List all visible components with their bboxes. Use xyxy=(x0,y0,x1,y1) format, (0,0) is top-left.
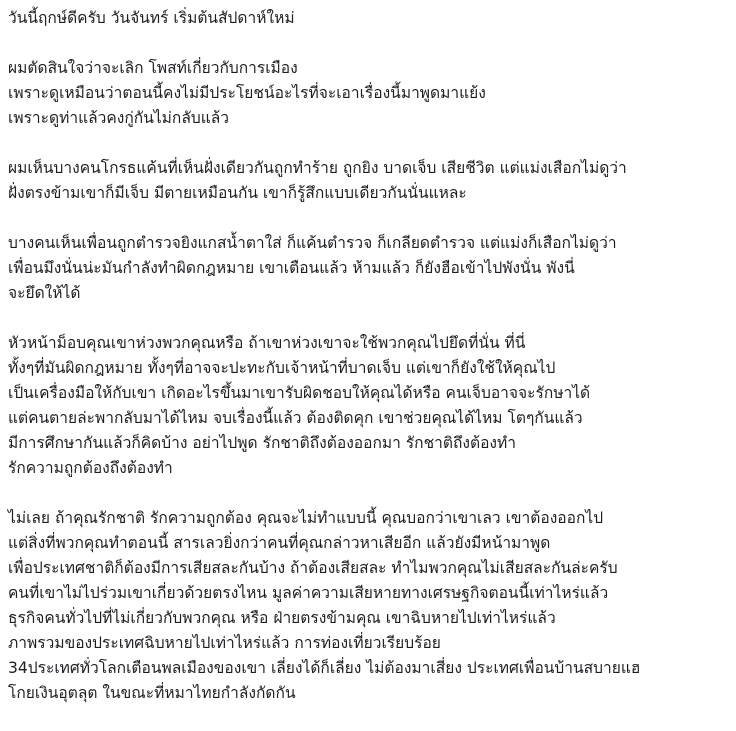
paragraph-6 xyxy=(8,506,736,706)
post-line: เพราะดูท่าแล้วคงกู่กันไม่กลับแล้ว xyxy=(8,109,230,127)
paragraph-4 xyxy=(8,231,736,306)
post-line: หัวหน้าม็อบคุณเขาห่วงพวกคุณหรือ ถ้าเขาห่วงเขาจะใช้พวกคุณไปยึดที่นั่น ที่นี่ xyxy=(8,334,526,352)
post-line: บางคนเห็นเพื่อนถูกตำรวจยิงแกสน้ำตาใส่ ก็แค้นตำรวจ ก็เกลียดตำรวจ แต่แม่งก็เสือกไม่ดูว่า xyxy=(8,234,617,252)
post-line: ภาพรวมของประเทศฉิบหายไปเท่าไหร่แล้ว การท่องเที่ยวเรียบร้อย xyxy=(8,634,441,652)
paragraph-3 xyxy=(8,156,736,206)
post-line: รักความถูกต้องถึงต้องทำ xyxy=(8,459,173,477)
post-line: 34ประเทศทั่วโลกเตือนพลเมืองของเขา เลี่ยงได้ก็เลี่ยง ไม่ต้องมาเสี่ยง ประเทศเพื่อนบ้านสบายแฮ xyxy=(8,659,641,677)
paragraph-1 xyxy=(8,6,736,31)
post-line: ไม่เลย ถ้าคุณรักชาติ รักความถูกต้อง คุณจะไม่ทำแบบนี้ คุณบอกว่าเขาเลว เขาต้องออกไป xyxy=(8,509,604,527)
post-line: ฝั่งตรงข้ามเขาก็มีเจ็บ มีตายเหมือนกัน เขาก็รู้สึกแบบเดียวกันนั่นแหละ xyxy=(8,184,467,202)
post-line: จะยึดให้ได้ xyxy=(8,284,81,302)
post-line: ทั้งๆที่มันผิดกฎหมาย ทั้งๆที่อาจจะปะทะกับเจ้าหน้าที่บาดเจ็บ แต่เขาก็ยังใช้ให้คุณไป xyxy=(8,359,556,377)
post-line: เพราะดูเหมือนว่าตอนนี้คงไม่มีประโยชน์อะไรที่จะเอาเรื่องนี้มาพูดมาแย้ง xyxy=(8,84,486,102)
post-line: ผมตัดสินใจว่าจะเลิก โพสท์เกี่ยวกับการเมือง xyxy=(8,59,298,77)
post-line: แต่คนตายล่ะพากลับมาได้ไหม จบเรื่องนี้แล้ว ต้องติดคุก เขาช่วยคุณได้ไหม โตๆกันแล้ว xyxy=(8,409,583,427)
post-line: ธุรกิจคนทั่วไปที่ไม่เกี่ยวกับพวกคุณ หรือ ฝ่ายตรงข้ามคุณ เขาฉิบหายไปเท่าไหร่แล้ว xyxy=(8,609,556,627)
post-line: เพื่อประเทศชาติก็ต้องมีการเสียสละกันบ้าง ถ้าต้องเสียสละ ทำไมพวกคุณไม่เสียสละกันล่ะครับ xyxy=(8,559,618,577)
post-line: วันนี้ฤกษ์ดีครับ วันจันทร์ เริ่มต้นสัปดาห์ใหม่ xyxy=(8,9,295,27)
post-line: มีการศึกษากันแล้วก็คิดบ้าง อย่าไปพูด รักชาติถึงต้องออกมา รักชาติถึงต้องทำ xyxy=(8,434,516,452)
post-line: เพื่อนมึงนั่นน่ะมันกำลังทำผิดกฎหมาย เขาเตือนแล้ว ห้ามแล้ว ก็ยังฮือเข้าไปพังนั่น พังนี่ xyxy=(8,259,575,277)
post-line: เป็นเครื่องมือให้กับเขา เกิดอะไรขึ้นมาเขารับผิดชอบให้คุณได้หรือ คนเจ็บอาจจะรักษาได้ xyxy=(8,384,591,402)
post-line: ผมเห็นบางคนโกรธแค้นที่เห็นฝั่งเดียวกันถูกทำร้าย ถูกยิง บาดเจ็บ เสียชีวิต แต่แม่งเสือกไม่ดูว่า xyxy=(8,159,627,177)
paragraph-2 xyxy=(8,56,736,131)
post-line: คนที่เขาไม่ไปร่วมเขาเกี่ยวด้วยตรงไหน มูลค่าความเสียหายทางเศรษฐกิจตอนนี้เท่าไหร่แล้ว xyxy=(8,584,609,602)
post-line: แต่สิ่งที่พวกคุณทำตอนนี้ สารเลวยิ่งกว่าคนที่คุณกล่าวหาเสียอีก แล้วยังมีหน้ามาพูด xyxy=(8,534,551,552)
post-body xyxy=(8,6,736,731)
paragraph-5 xyxy=(8,331,736,481)
post-line: โกยเงินอุตลุต ในขณะที่หมาไทยกำลังกัดกัน xyxy=(8,684,296,702)
